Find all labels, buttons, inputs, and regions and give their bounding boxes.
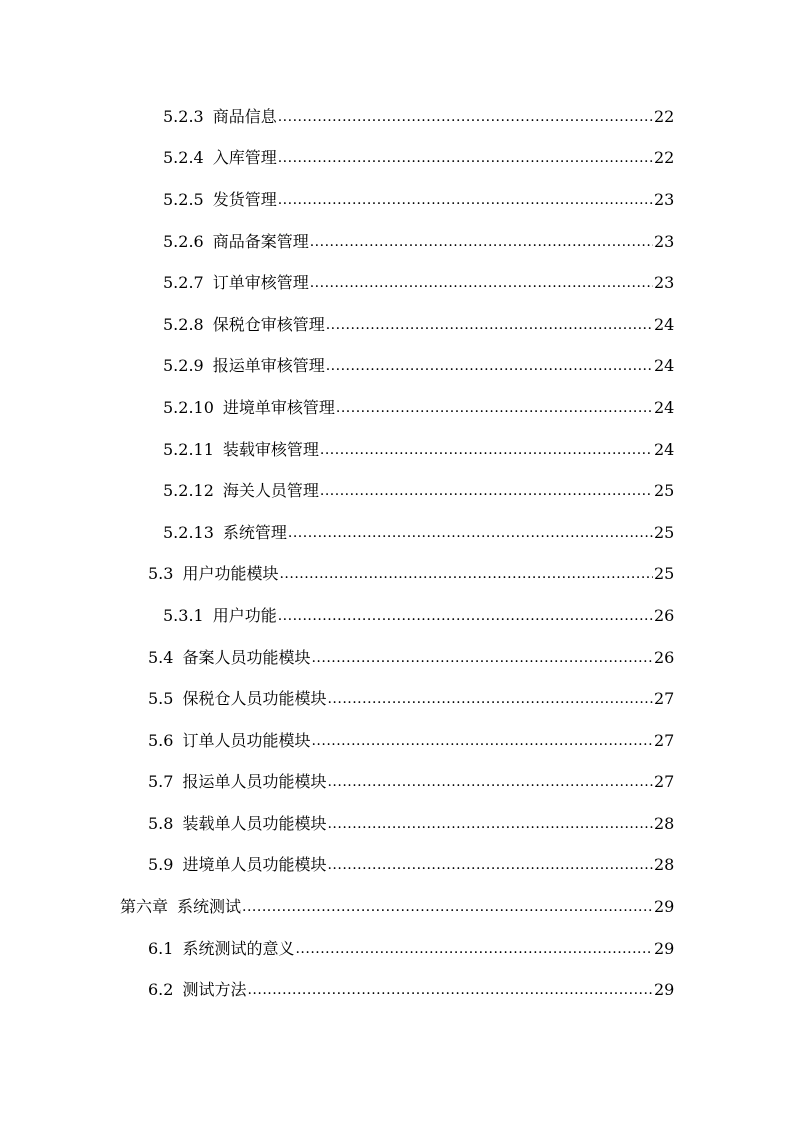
- dot-leader: [242, 897, 653, 917]
- dot-leader: [327, 772, 653, 792]
- dot-leader: [278, 107, 653, 127]
- toc-entry-page: 22: [654, 106, 675, 126]
- toc-entry-title: 保税仓审核管理: [212, 314, 325, 334]
- toc-entry-number: 5.2.7: [163, 273, 204, 293]
- toc-entry-number: 5.2.5: [163, 189, 204, 209]
- toc-entry[interactable]: [0, 554, 793, 596]
- toc-entry-number: 5.2.9: [163, 356, 204, 376]
- toc-entry-title: 报运单审核管理: [212, 356, 325, 376]
- toc-entry-number: 5.4: [148, 647, 174, 667]
- toc-entry-title: 备案人员功能模块: [182, 647, 311, 667]
- toc-entry-number: 5.8: [148, 813, 174, 833]
- toc-entry-number: 5.2.4: [163, 148, 204, 168]
- dot-leader: [326, 315, 653, 335]
- toc-entry-page: 25: [654, 564, 675, 584]
- toc-entry-number: 5.6: [148, 730, 174, 750]
- toc-entry-title: 系统测试的意义: [182, 938, 295, 958]
- toc-entry[interactable]: [0, 803, 793, 845]
- toc-entry-page: 28: [654, 813, 675, 833]
- toc-entry-page: 27: [654, 730, 675, 750]
- toc-entry[interactable]: [0, 762, 793, 804]
- toc-entry-page: 25: [654, 522, 675, 542]
- toc-entry-title: 发货管理: [212, 189, 277, 209]
- toc-entry-title: 用户功能模块: [182, 564, 279, 584]
- dot-leader: [310, 232, 653, 252]
- toc-entry-number: 5.2.11: [163, 439, 214, 459]
- dot-leader: [278, 148, 653, 168]
- toc-entry-page: 24: [654, 314, 675, 334]
- toc-entry[interactable]: [0, 138, 793, 180]
- dot-leader: [278, 190, 653, 210]
- toc-entry-number: 5.2.8: [163, 314, 204, 334]
- dot-leader: [320, 440, 653, 460]
- dot-leader: [327, 689, 653, 709]
- dot-leader: [336, 398, 653, 418]
- toc-entry[interactable]: [0, 96, 793, 138]
- toc-entry-number: 6.1: [148, 938, 174, 958]
- toc-entry-page: 27: [654, 772, 675, 792]
- toc-entry[interactable]: [0, 304, 793, 346]
- toc-entry-page: 29: [654, 980, 675, 1000]
- toc-entry-title: 订单审核管理: [212, 273, 309, 293]
- toc-entry-title: 系统测试: [177, 897, 242, 917]
- toc-entry-page: 26: [654, 605, 675, 625]
- toc-entry[interactable]: [0, 886, 793, 928]
- toc-entry-page: 26: [654, 647, 675, 667]
- dot-leader: [311, 731, 653, 751]
- toc-entry-title: 商品信息: [212, 106, 277, 126]
- toc-entry-page: 24: [654, 397, 675, 417]
- toc-entry-title: 装载单人员功能模块: [182, 813, 327, 833]
- toc-entry[interactable]: [0, 179, 793, 221]
- toc-entry-title: 订单人员功能模块: [182, 730, 311, 750]
- toc-entry-title: 测试方法: [182, 980, 247, 1000]
- toc-entry[interactable]: [0, 595, 793, 637]
- toc-entry-page: 23: [654, 231, 675, 251]
- toc-entry-number: 第六章: [120, 897, 169, 917]
- toc-entry-page: 23: [654, 273, 675, 293]
- dot-leader: [247, 980, 653, 1000]
- dot-leader: [327, 855, 653, 875]
- toc-entry-number: 5.2.6: [163, 231, 204, 251]
- toc-entry-title: 入库管理: [212, 148, 277, 168]
- toc-entry[interactable]: [0, 470, 793, 512]
- toc-entry[interactable]: [0, 720, 793, 762]
- toc-entry-title: 进境单人员功能模块: [182, 855, 327, 875]
- toc-entry-title: 装载审核管理: [222, 439, 319, 459]
- dot-leader: [279, 564, 653, 584]
- toc-entry[interactable]: [0, 928, 793, 970]
- table-of-contents: [0, 96, 793, 1011]
- toc-entry[interactable]: [0, 346, 793, 388]
- dot-leader: [326, 356, 653, 376]
- toc-entry[interactable]: [0, 512, 793, 554]
- toc-entry[interactable]: [0, 678, 793, 720]
- toc-entry-title: 用户功能: [212, 605, 277, 625]
- toc-entry-page: 22: [654, 148, 675, 168]
- toc-entry-number: 5.2.13: [163, 522, 214, 542]
- dot-leader: [278, 606, 653, 626]
- toc-entry[interactable]: [0, 845, 793, 887]
- toc-entry-number: 5.2.3: [163, 106, 204, 126]
- toc-entry[interactable]: [0, 969, 793, 1011]
- toc-entry-title: 报运单人员功能模块: [182, 772, 327, 792]
- dot-leader: [327, 814, 653, 834]
- dot-leader: [310, 273, 653, 293]
- toc-entry-page: 29: [654, 938, 675, 958]
- toc-entry-number: 5.9: [148, 855, 174, 875]
- toc-entry-page: 27: [654, 689, 675, 709]
- toc-entry-page: 24: [654, 356, 675, 376]
- toc-entry[interactable]: [0, 262, 793, 304]
- toc-entry[interactable]: [0, 221, 793, 263]
- toc-entry-number: 5.7: [148, 772, 174, 792]
- toc-entry-page: 24: [654, 439, 675, 459]
- toc-entry[interactable]: [0, 387, 793, 429]
- toc-entry[interactable]: [0, 429, 793, 471]
- toc-entry-title: 商品备案管理: [212, 231, 309, 251]
- toc-entry-number: 5.3: [148, 564, 174, 584]
- toc-entry-number: 5.2.12: [163, 481, 214, 501]
- toc-entry-number: 5.2.10: [163, 397, 214, 417]
- dot-leader: [320, 481, 653, 501]
- toc-entry-page: 29: [654, 897, 675, 917]
- toc-entry-number: 5.5: [148, 689, 174, 709]
- dot-leader: [295, 939, 653, 959]
- toc-entry-number: 5.3.1: [163, 605, 204, 625]
- dot-leader: [311, 648, 653, 668]
- toc-entry-title: 保税仓人员功能模块: [182, 689, 327, 709]
- toc-entry-page: 28: [654, 855, 675, 875]
- toc-entry-title: 进境单审核管理: [222, 397, 335, 417]
- toc-entry-page: 25: [654, 481, 675, 501]
- toc-entry-title: 海关人员管理: [222, 481, 319, 501]
- toc-entry[interactable]: [0, 637, 793, 679]
- toc-entry-number: 6.2: [148, 980, 174, 1000]
- dot-leader: [288, 523, 653, 543]
- toc-entry-page: 23: [654, 189, 675, 209]
- toc-entry-title: 系统管理: [222, 522, 287, 542]
